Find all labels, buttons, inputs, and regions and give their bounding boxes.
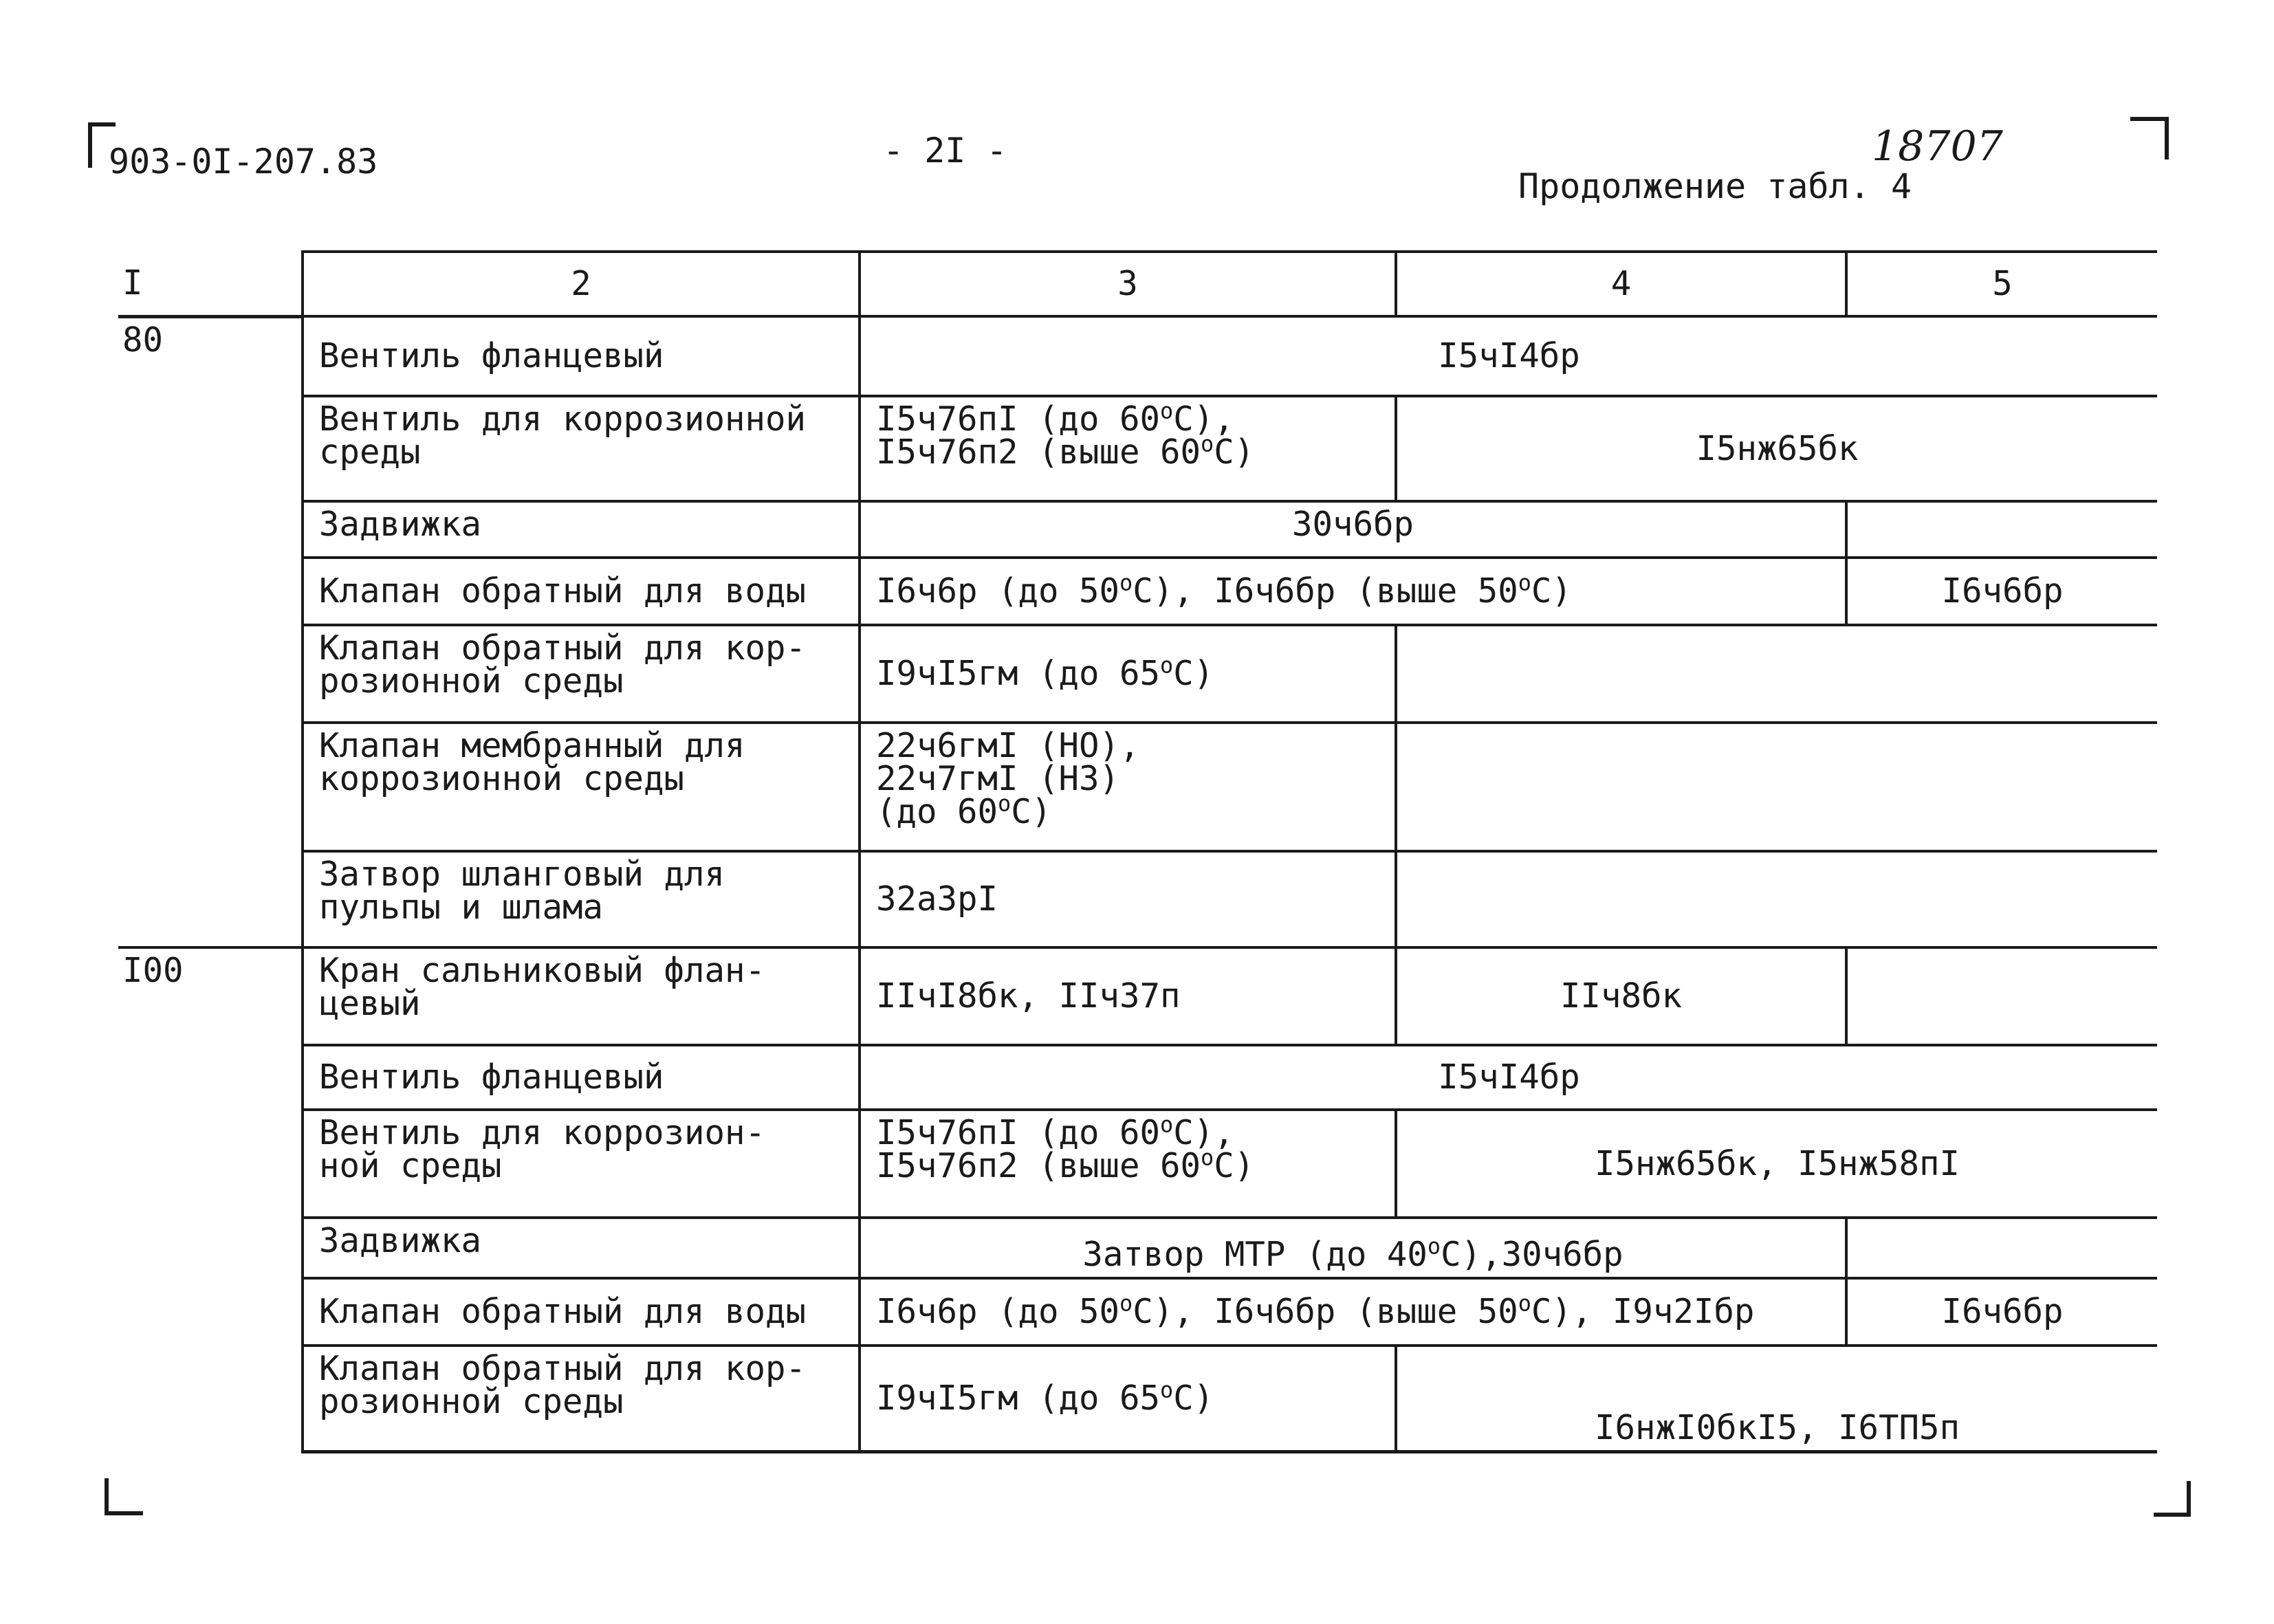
item-designation: I6нжI0бкI5, I6ТП5п <box>1396 1346 2157 1451</box>
item-designation <box>1846 947 2157 1045</box>
table-row <box>118 1278 2157 1346</box>
col-header-1: I <box>118 252 303 316</box>
table-row <box>118 947 2157 1045</box>
item-designation <box>1846 1218 2157 1278</box>
col-header-5: 5 <box>1846 252 2157 316</box>
document-number: 903-0I-207.83 <box>109 142 378 182</box>
item-designation: 30ч6бр <box>860 501 1846 558</box>
item-designation: I6ч6р (до 50$^o$C), I6ч6бр (выше 50$^o$C) <box>860 558 1846 625</box>
item-designation: I9чI5гм (до 65$^o$C) <box>860 625 1396 723</box>
col-header-3: 3 <box>860 252 1396 316</box>
item-name: Задвижка <box>303 1218 860 1278</box>
table-row <box>118 558 2157 625</box>
item-designation: IIчI8бк, IIч37п <box>860 947 1396 1045</box>
dn-cell <box>118 947 303 1452</box>
table-row <box>118 501 2157 558</box>
item-designation: I9чI5гм (до 65$^o$C) <box>860 1346 1396 1451</box>
item-designation: I5ч76пI (до 60$^o$C), I5ч76п2 (выше 60$^o$C) <box>860 396 1396 501</box>
table-header-row <box>118 252 2157 316</box>
item-designation: I5нж65бк, I5нж58пI <box>1396 1110 2157 1217</box>
table-row <box>118 1045 2157 1110</box>
item-name: Вентиль для коррозионной среды <box>303 396 860 501</box>
item-name: Задвижка <box>303 501 860 558</box>
handwritten-number: 18707 <box>1872 122 2003 171</box>
table-row <box>118 625 2157 723</box>
item-designation: 32а3рI <box>860 851 1396 947</box>
item-designation: I6ч6бр <box>1846 558 2157 625</box>
valves-table <box>118 250 2157 1453</box>
table-row <box>118 851 2157 947</box>
dn-value: I00 <box>122 950 184 990</box>
table-row <box>118 1218 2157 1278</box>
item-name: Клапан обратный для кор- розионной среды <box>303 625 860 723</box>
item-designation: I5нж65бк <box>1396 396 2157 501</box>
item-designation: I5чI4бр <box>860 1045 2157 1110</box>
item-designation <box>1396 723 2157 851</box>
item-designation: I5ч76пI (до 60$^o$C), I5ч76п2 (выше 60$^o$C) <box>860 1110 1396 1217</box>
item-designation: I6ч6р (до 50$^o$C), I6ч6бр (выше 50$^o$C), I9ч2Iбр <box>860 1278 1846 1346</box>
table-continuation-caption: Продолжение табл. 4 <box>1518 166 1912 206</box>
item-name: Клапан обратный для кор- розионной среды <box>303 1346 860 1451</box>
item-name: Клапан мембранный для коррозионной среды <box>303 723 860 851</box>
col-header-2: 2 <box>303 252 860 316</box>
item-name: Вентиль фланцевый <box>303 316 860 396</box>
table-row <box>118 1110 2157 1217</box>
corner-mark-top-right <box>2130 117 2167 164</box>
dn-cell <box>118 316 303 947</box>
item-name: Клапан обратный для воды <box>303 558 860 625</box>
item-designation: I6ч6бр <box>1846 1278 2157 1346</box>
table-row <box>118 316 2157 396</box>
item-designation: I5чI4бр <box>860 316 2157 396</box>
item-designation: 22ч6гмI (НО), 22ч7гмI (НЗ) (до 60$^o$C) <box>860 723 1396 851</box>
corner-mark-bottom-left <box>105 1478 143 1515</box>
item-name: Вентиль фланцевый <box>303 1045 860 1110</box>
table-row <box>118 1346 2157 1451</box>
col-header-4: 4 <box>1396 252 1846 316</box>
item-name: Вентиль для коррозион- ной среды <box>303 1110 860 1217</box>
item-designation: IIч8бк <box>1396 947 1846 1045</box>
dn-value: 80 <box>122 320 164 360</box>
item-name: Кран сальниковый флан- цевый <box>303 947 860 1045</box>
table-row <box>118 723 2157 851</box>
table-row <box>118 396 2157 501</box>
corner-mark-top-right-stem <box>2165 117 2169 160</box>
item-designation <box>1846 501 2157 558</box>
item-name: Затвор шланговый для пульпы и шлама <box>303 851 860 947</box>
page-number: - 2I - <box>883 131 1007 171</box>
corner-mark-bottom-right <box>2154 1481 2191 1517</box>
item-name: Клапан обратный для воды <box>303 1278 860 1346</box>
item-designation <box>1396 625 2157 723</box>
item-designation <box>1396 851 2157 947</box>
item-designation: Затвор МТР (до 40$^o$C),30ч6бр <box>860 1218 1846 1278</box>
